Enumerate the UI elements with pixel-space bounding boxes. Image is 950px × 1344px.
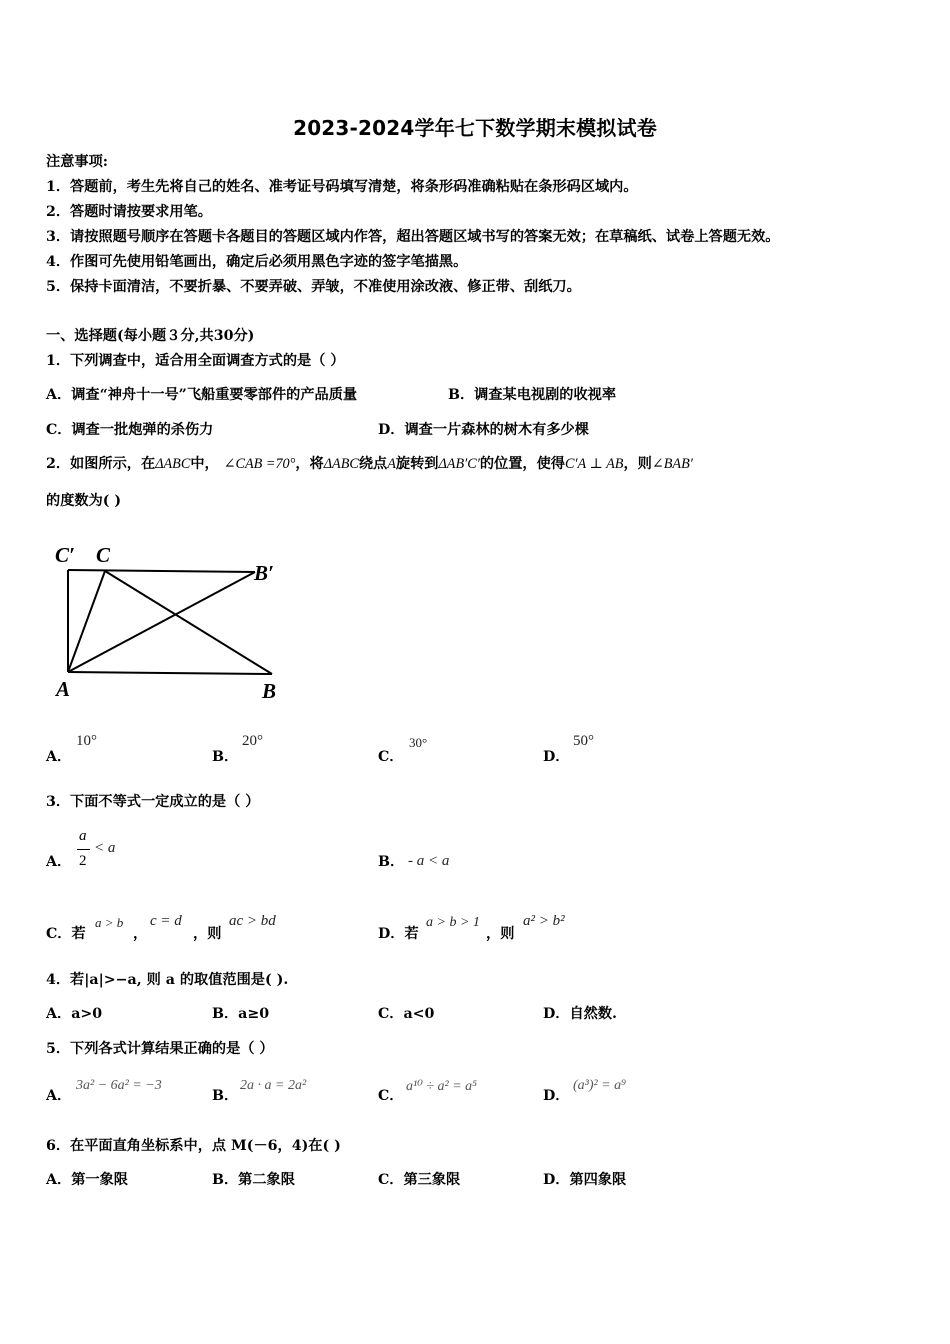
q2-math: ∠BAB′ xyxy=(651,456,693,472)
q2-text: 旋转到 xyxy=(395,456,439,472)
page-title: 2023-2024学年七下数学期末模拟试卷 xyxy=(293,116,657,140)
question-2-stem xyxy=(46,455,693,473)
q2-text: ，则 xyxy=(623,456,652,472)
segment-a-b xyxy=(68,672,272,674)
question-3-option-d-then: ，则 xyxy=(486,926,515,942)
q2-text: 绕点 xyxy=(358,456,388,472)
question-1-option-c: C．调查一批炮弹的杀伤力 xyxy=(46,422,214,438)
question-1-stem: 1．下列调查中，适合用全面调查方式的是（ ） xyxy=(46,353,345,369)
question-3-option-c-sep: ， xyxy=(133,926,148,942)
segment-c-b xyxy=(105,571,272,674)
segment-c1-b1 xyxy=(68,570,255,572)
question-6-option-b: B．第二象限 xyxy=(212,1172,295,1188)
notice-item: 3．请按照题号顺序在答题卡各题目的答题区域内作答，超出答题区域书写的答案无效；在草稿纸、试卷上答题无效。 xyxy=(46,229,780,245)
question-2-option-b-label: B． xyxy=(212,749,239,765)
question-3-option-d-label: D．若 xyxy=(378,926,419,942)
question-5-option-b-value: 2a · a = 2a² xyxy=(240,1078,307,1093)
question-4-option-a: A．a>0 xyxy=(46,1006,103,1022)
question-5-stem: 5．下列各式计算结果正确的是（ ） xyxy=(46,1041,274,1057)
notice-heading: 注意事项: xyxy=(46,154,108,170)
question-2-option-a-value: 10° xyxy=(76,733,97,749)
fraction-denominator: 2 xyxy=(79,853,87,869)
question-2-option-c-value: 30° xyxy=(409,735,428,750)
q2-math: ΔAB′C′ xyxy=(438,456,480,472)
question-5-option-c-value: a¹⁰ ÷ a² = a⁵ xyxy=(406,1079,478,1094)
label-c: C xyxy=(96,543,111,567)
question-6-option-d: D．第四象限 xyxy=(543,1172,627,1188)
q2-text: ，将 xyxy=(295,456,324,472)
label-c-prime: C′ xyxy=(55,543,75,567)
question-3-option-c-math2: c = d xyxy=(150,913,182,929)
question-3-option-a-label: A． xyxy=(46,854,72,870)
q2-text: 的位置，使得 xyxy=(479,456,565,472)
fraction-bar xyxy=(77,849,90,850)
fraction-numerator: a xyxy=(79,828,87,844)
question-5-option-d-value: (a³)² = a⁹ xyxy=(573,1078,627,1093)
question-1-option-b: B．调查某电视剧的收视率 xyxy=(448,387,617,403)
q2-math: A xyxy=(387,456,396,472)
question-3-option-d-math1: a > b > 1 xyxy=(426,915,480,930)
question-6-option-c: C．第三象限 xyxy=(378,1172,461,1188)
segment-a-b1 xyxy=(68,572,255,672)
question-6-option-a: A．第一象限 xyxy=(46,1172,128,1188)
q2-math: ΔABC xyxy=(155,456,191,472)
question-5-option-d-label: D． xyxy=(543,1088,570,1104)
notice-item: 5．保持卡面清洁，不要折暴、不要弄破、弄皱，不准使用涂改液、修正带、刮纸刀。 xyxy=(46,279,581,295)
question-2-option-d-label: D． xyxy=(543,749,570,765)
label-a: A xyxy=(56,677,71,701)
question-2-option-d-value: 50° xyxy=(573,733,594,749)
notice-item: 1．答题前，考生先将自己的姓名、准考证号码填写清楚，将条形码准确粘贴在条形码区域内。 xyxy=(46,179,638,195)
notice-item: 4．作图可先使用铅笔画出，确定后必须用黑色字迹的签字笔描黑。 xyxy=(46,254,468,270)
q2-math: ∠CAB =70° xyxy=(223,456,296,472)
question-3-option-c-then: ，则 xyxy=(193,926,222,942)
question-4-option-b: B．a≥0 xyxy=(212,1006,270,1022)
question-5-option-c-label: C． xyxy=(378,1088,404,1104)
section-heading: 一、选择题(每小题３分,共30分) xyxy=(46,328,255,344)
question-4-option-d: D．自然数. xyxy=(543,1006,617,1022)
question-5-option-b-label: B． xyxy=(212,1088,239,1104)
question-3-option-d-math2: a² > b² xyxy=(523,913,565,929)
question-5-option-a-value: 3a² − 6a² = −3 xyxy=(76,1078,162,1093)
label-b-prime: B′ xyxy=(254,561,274,585)
question-3-option-b-label: B． xyxy=(378,854,405,870)
question-3-option-a-rest: < a xyxy=(94,840,116,856)
question-2-option-a-label: A． xyxy=(46,749,72,765)
question-3-option-c-label: C．若 xyxy=(46,926,86,942)
q2-text: 中， xyxy=(190,456,219,472)
figure-lines xyxy=(68,570,272,674)
question-3-option-b-value: - a < a xyxy=(408,853,450,869)
q2-math: ΔABC xyxy=(323,456,359,472)
question-4-stem: 4．若|a|>−a, 则 a 的取值范围是( ). xyxy=(46,972,289,988)
question-3-stem: 3．下面不等式一定成立的是（ ） xyxy=(46,794,260,810)
question-5-option-a-label: A． xyxy=(46,1088,72,1104)
rotation-figure xyxy=(50,540,290,710)
question-3-option-c-math1: a > b xyxy=(95,915,124,930)
question-1-option-a: A．调查“神舟十一号”飞船重要零部件的产品质量 xyxy=(46,387,358,403)
question-1-option-d: D．调查一片森林的树木有多少棵 xyxy=(378,422,589,438)
question-6-stem: 6．在平面直角坐标系中，点 M(－6，4)在( ) xyxy=(46,1138,341,1154)
question-2-option-b-value: 20° xyxy=(242,733,263,749)
q2-text: 2．如图所示，在 xyxy=(46,456,156,472)
question-2-stem-line2: 的度数为( ) xyxy=(46,493,122,509)
question-3-option-c-math3: ac > bd xyxy=(229,913,276,929)
label-b: B xyxy=(262,679,277,703)
q2-math: C′A ⊥ AB xyxy=(564,456,624,472)
question-4-option-c: C．a<0 xyxy=(378,1006,435,1022)
question-2-option-c-label: C． xyxy=(378,749,404,765)
segment-a-c xyxy=(68,571,105,672)
notice-item: 2．答题时请按要求用笔。 xyxy=(46,204,212,220)
